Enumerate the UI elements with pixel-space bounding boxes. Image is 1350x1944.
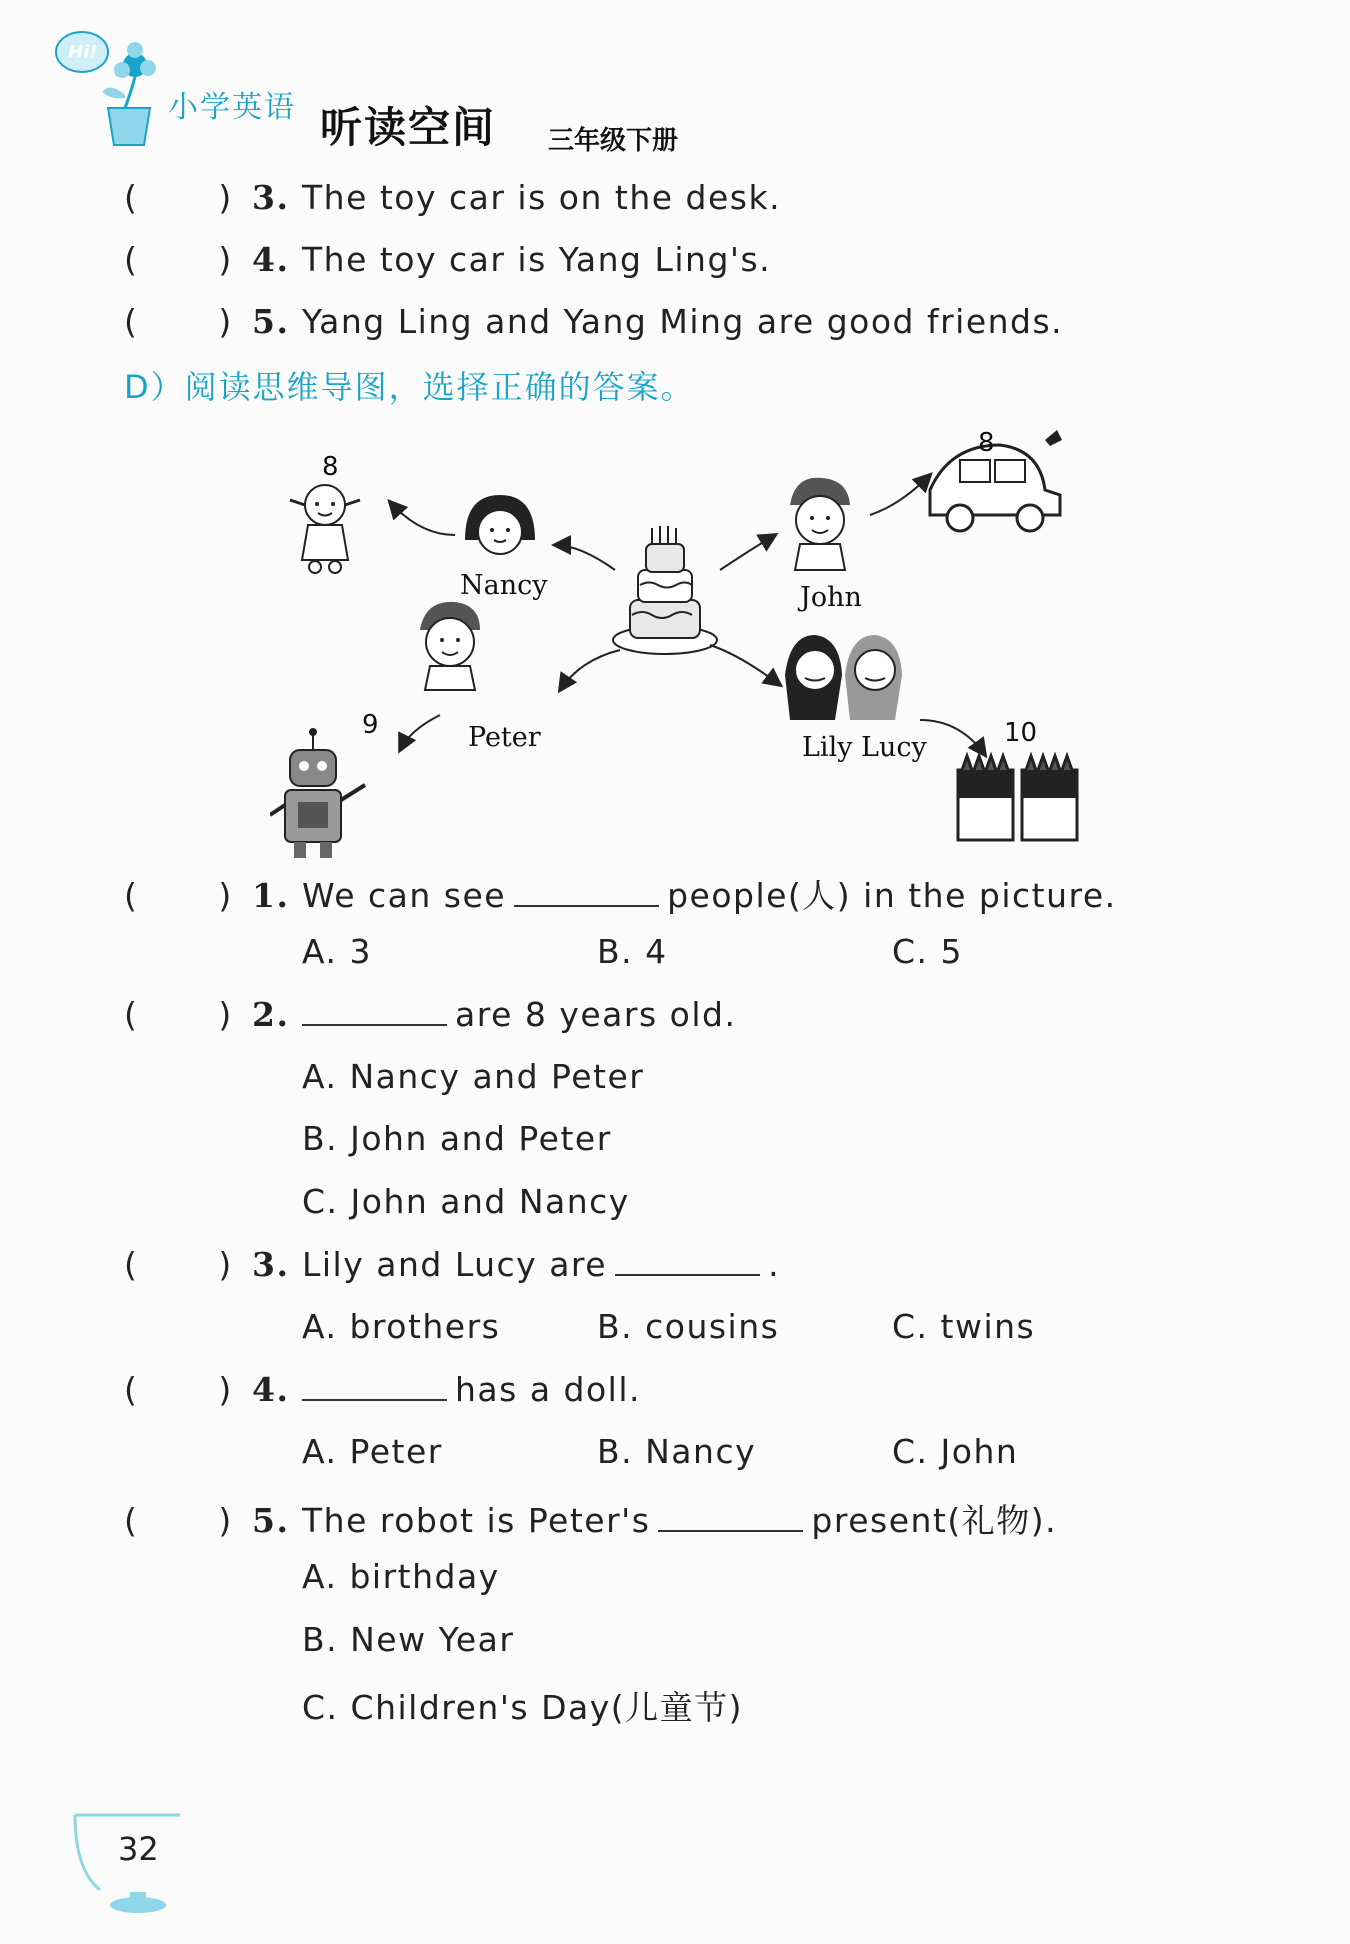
header — [50, 20, 750, 160]
q3-option-a[interactable]: A. brothers — [302, 1307, 501, 1346]
answer-paren[interactable]: ( ) — [124, 1245, 233, 1284]
question-1: ( ) 1. We can see people(人) in the picture. — [124, 876, 1117, 915]
age-car: 8 — [978, 428, 995, 458]
peter-figure — [420, 602, 480, 690]
q4-option-b[interactable]: B. Nancy — [597, 1432, 757, 1471]
answer-blank[interactable] — [658, 1504, 803, 1532]
flower-pot-icon — [50, 20, 170, 150]
label-lily-lucy: Lily Lucy — [802, 732, 927, 763]
hi-badge: Hi! — [68, 42, 98, 63]
answer-paren[interactable]: ( ) — [124, 1370, 233, 1409]
q2-option-b[interactable]: B. John and Peter — [302, 1119, 612, 1158]
label-peter: Peter — [468, 722, 541, 753]
item-text: The toy car is on the desk. — [302, 178, 782, 217]
q4-option-c[interactable]: C. John — [892, 1432, 1019, 1471]
q1-option-a[interactable]: A. 3 — [302, 932, 372, 971]
q5-option-c[interactable]: C. Children's Day(儿童节) — [302, 1688, 743, 1727]
label-nancy: Nancy — [460, 570, 548, 601]
tf-item-5: ( ) 5. Yang Ling and Yang Ming are good friends. — [124, 302, 1064, 341]
lily-lucy-figures — [785, 635, 902, 720]
answer-paren[interactable]: ( ) — [124, 178, 233, 217]
q1-option-b[interactable]: B. 4 — [597, 932, 668, 971]
answer-paren[interactable]: ( ) — [124, 240, 233, 279]
age-doll: 8 — [322, 452, 339, 482]
crayon-box-icon — [958, 756, 1077, 840]
answer-blank[interactable] — [302, 998, 447, 1026]
q5-option-b[interactable]: B. New Year — [302, 1620, 515, 1659]
q3-option-b[interactable]: B. cousins — [597, 1307, 780, 1346]
series-title: 小学英语 — [168, 90, 296, 125]
answer-paren[interactable]: ( ) — [124, 302, 233, 341]
q1-option-c[interactable]: C. 5 — [892, 932, 964, 971]
nancy-figure — [465, 495, 535, 554]
grade-label: 三年级下册 — [548, 126, 679, 156]
doll-icon — [290, 485, 360, 573]
question-2: ( ) 2. are 8 years old. — [124, 995, 737, 1034]
section-d-heading: D）阅读思维导图，选择正确的答案。 — [124, 368, 695, 406]
mind-map — [270, 420, 1090, 860]
mind-map-drawing — [270, 420, 1090, 860]
page-number: 32 — [118, 1830, 159, 1868]
age-crayons: 10 — [1004, 718, 1038, 748]
question-4: ( ) 4. has a doll. — [124, 1370, 641, 1409]
answer-paren[interactable]: ( ) — [124, 995, 233, 1034]
tf-item-3: ( ) 3. The toy car is on the desk. — [124, 178, 782, 217]
question-5: ( ) 5. The robot is Peter's present(礼物). — [124, 1501, 1058, 1540]
answer-paren[interactable]: ( ) — [124, 1501, 233, 1540]
q4-option-a[interactable]: A. Peter — [302, 1432, 443, 1471]
q5-option-a[interactable]: A. birthday — [302, 1557, 500, 1596]
book-title: 听读空间 — [320, 103, 497, 152]
q3-option-c[interactable]: C. twins — [892, 1307, 1036, 1346]
toy-car-icon — [930, 430, 1062, 531]
page-footer — [70, 1800, 200, 1920]
q2-option-c[interactable]: C. John and Nancy — [302, 1182, 630, 1221]
john-figure — [790, 478, 850, 570]
q2-option-a[interactable]: A. Nancy and Peter — [302, 1057, 645, 1096]
question-3: ( ) 3. Lily and Lucy are . — [124, 1245, 781, 1284]
item-text: Yang Ling and Yang Ming are good friends. — [302, 302, 1064, 341]
item-text: The toy car is Yang Ling's. — [302, 240, 772, 279]
birthday-cake-icon — [613, 526, 717, 654]
answer-paren[interactable]: ( ) — [124, 876, 233, 915]
answer-blank[interactable] — [302, 1373, 447, 1401]
answer-blank[interactable] — [615, 1248, 760, 1276]
age-robot: 9 — [362, 710, 379, 740]
tf-item-4: ( ) 4. The toy car is Yang Ling's. — [124, 240, 772, 279]
label-john: John — [800, 582, 862, 613]
robot-icon — [270, 728, 365, 858]
answer-blank[interactable] — [514, 879, 659, 907]
